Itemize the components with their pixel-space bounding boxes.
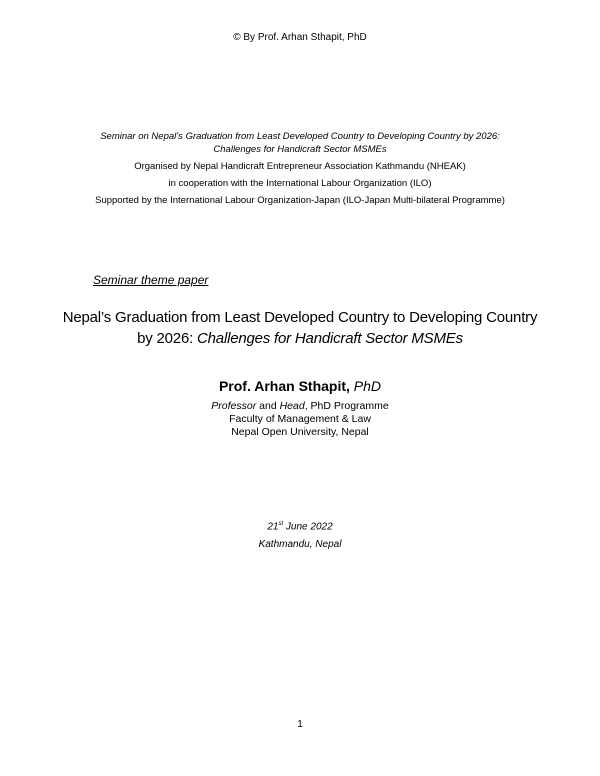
date-day: 21 bbox=[267, 521, 279, 533]
role-head: Head bbox=[279, 400, 305, 412]
author-role bbox=[0, 400, 600, 413]
seminar-info bbox=[95, 130, 505, 207]
date bbox=[0, 515, 600, 536]
cooperation-line: in cooperation with the International Labour Organization (ILO) bbox=[168, 178, 432, 189]
paper-title-main: Nepal’s Graduation from Least Developed Country to Developing Country by 2026: bbox=[62, 309, 538, 347]
affiliation bbox=[0, 400, 600, 439]
theme-label: Seminar theme paper bbox=[93, 273, 209, 287]
role-and: and bbox=[256, 400, 280, 412]
role-programme: , PhD Programme bbox=[304, 400, 389, 412]
paper-title-italic: Challenges for Handicraft Sector MSMEs bbox=[197, 330, 463, 347]
author-name-text: Prof. Arhan Sthapit, bbox=[218, 378, 350, 394]
place: Kathmandu, Nepal bbox=[258, 539, 342, 551]
role-professor: Professor bbox=[211, 400, 257, 412]
page-number: 1 bbox=[297, 719, 303, 730]
date-month-year: June 2022 bbox=[283, 521, 333, 533]
seminar-title: Seminar on Nepal’s Graduation from Least Developed Country to Developing Country by 2026: Challenges for Handicraft Sector MSMEs bbox=[100, 131, 500, 155]
author-name bbox=[0, 378, 600, 394]
organiser-line: Organised by Nepal Handicraft Entrepreneur Association Kathmandu (NHEAK) bbox=[134, 161, 466, 172]
copyright-header: © By Prof. Arhan Sthapit, PhD bbox=[233, 32, 367, 43]
university: Nepal Open University, Nepal bbox=[231, 426, 369, 438]
paper-title bbox=[60, 307, 540, 349]
date-block bbox=[0, 515, 600, 554]
date-suffix: st bbox=[278, 521, 284, 527]
author-degree: PhD bbox=[353, 378, 382, 394]
supporter-line: Supported by the International Labour Organization-Japan (ILO-Japan Multi-bilateral Programme) bbox=[95, 195, 505, 206]
faculty: Faculty of Management & Law bbox=[229, 413, 371, 425]
